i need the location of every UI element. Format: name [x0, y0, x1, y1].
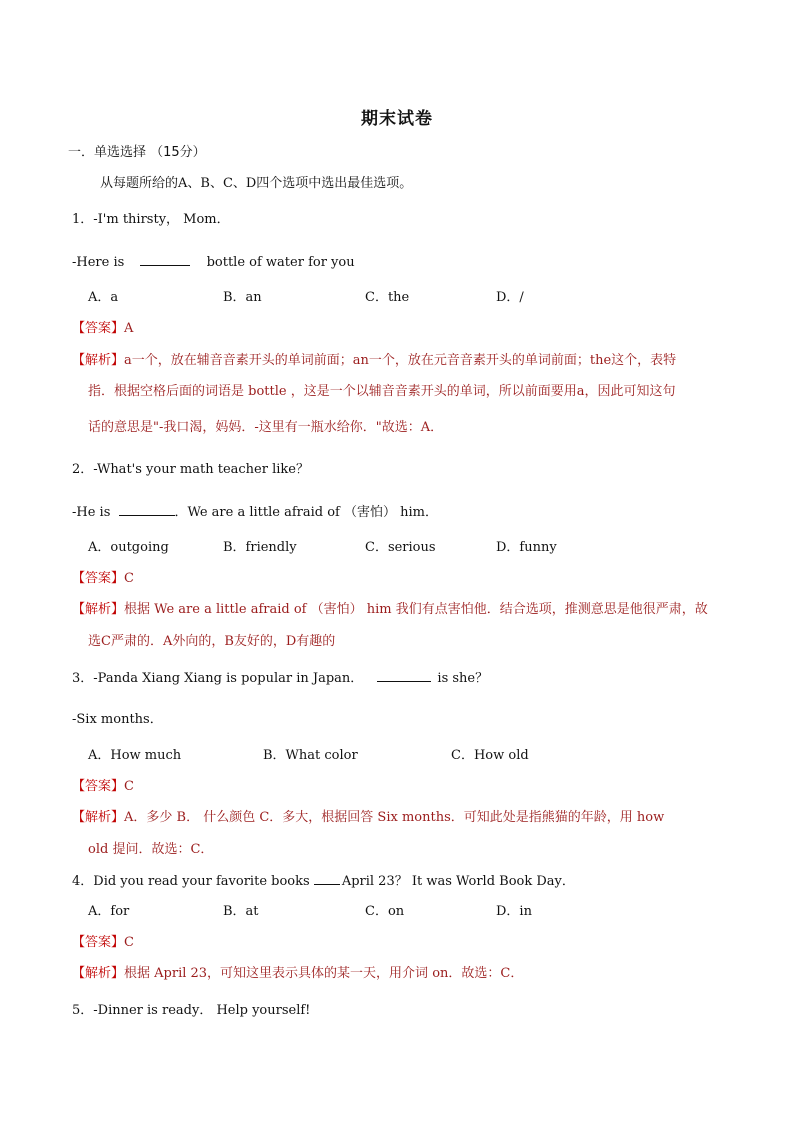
q4-option-d: D．in: [496, 904, 532, 919]
q4-answer-label: 【答案】: [72, 935, 125, 950]
q2-option-b: B．friendly: [223, 540, 297, 555]
q4-line1-pre: 4．Did you read your favorite books: [72, 874, 310, 889]
q2-answer-label: 【答案】: [72, 571, 125, 586]
q4-answer-value: C: [124, 935, 134, 950]
q3-line2: -Six months．: [72, 712, 163, 727]
q3-line1: [72, 669, 488, 688]
q3-blank: [377, 669, 431, 682]
page-title: 期末试卷: [361, 109, 433, 129]
q3-option-c: C．How old: [451, 748, 529, 763]
q2-line2: [72, 503, 438, 522]
q2-analysis-1: [72, 601, 708, 619]
q2-answer: [72, 570, 134, 588]
q1-analysis-text-1: a一个，放在辅音音素开头的单词前面；an一个，放在元音音素开头的单词前面；the这个，表特: [124, 353, 677, 368]
section-heading: 一．单选选择 （15分）: [68, 145, 206, 160]
q1-analysis-1: [72, 352, 676, 370]
q1-blank: [140, 253, 190, 266]
q2-analysis-2: 选C严肃的．A外向的，B友好的，D有趣的: [88, 634, 336, 649]
q1-line2-pre: -Here is: [72, 255, 125, 270]
q2-line2-post: ．We are a little afraid of （害怕） him．: [174, 505, 438, 520]
q2-line2-pre: -He is: [72, 505, 111, 520]
q2-analysis-label: 【解析】: [72, 602, 125, 617]
q4-analysis-label: 【解析】: [72, 966, 125, 981]
q3-line1-post: is she？: [437, 671, 489, 686]
q3-analysis-text-1: A．多少 B． 什么颜色 C．多大，根据回答 Six months．可知此处是指熊猫的年龄，用 how: [124, 810, 665, 825]
q3-analysis-label: 【解析】: [72, 810, 125, 825]
q4-analysis-text-1: 根据 April 23，可知这里表示具体的某一天，用介词 on．故选：C．: [124, 966, 524, 981]
q1-answer-value: A: [124, 321, 134, 336]
q4-option-a: A．for: [88, 904, 130, 919]
q2-option-a: A．outgoing: [88, 540, 169, 555]
q1-analysis-2: 指．根据空格后面的词语是 bottle ，这是一个以辅音音素开头的单词，所以前面要用a，因此可知这句: [88, 384, 676, 399]
q3-analysis-1: [72, 809, 664, 827]
q2-blank: [119, 503, 175, 516]
q4-analysis-1: [72, 965, 523, 983]
q1-answer: [72, 320, 133, 338]
q4-option-b: B．at: [223, 904, 259, 919]
q1-line2-post: bottle of water for you: [206, 255, 355, 270]
q1-option-d: D．/: [496, 290, 524, 305]
q1-answer-label: 【答案】: [72, 321, 125, 336]
q3-answer-label: 【答案】: [72, 779, 125, 794]
q1-option-c: C．the: [365, 290, 410, 305]
q2-answer-value: C: [124, 571, 134, 586]
q1-line1: 1．-I'm thirsty， Mom．: [72, 212, 230, 227]
q4-blank: [314, 872, 340, 885]
q3-option-b: B．What color: [263, 748, 358, 763]
q1-option-a: A．a: [88, 290, 119, 305]
q1-analysis-label: 【解析】: [72, 353, 125, 368]
q4-answer: [72, 934, 134, 952]
q3-option-a: A．How much: [88, 748, 182, 763]
q2-line1: 2．-What's your math teacher like？: [72, 462, 309, 477]
section-instruction: 从每题所给的A、B、C、D四个选项中选出最佳选项。: [100, 176, 413, 191]
q1-analysis-3: 话的意思是"-我口渴，妈妈．-这里有一瓶水给你．"故选：A．: [88, 420, 444, 435]
q4-line1: [72, 872, 575, 891]
q4-option-c: C．on: [365, 904, 405, 919]
q2-option-c: C．serious: [365, 540, 436, 555]
q3-analysis-2: old 提问．故选：C．: [88, 842, 214, 857]
q3-answer-value: C: [124, 779, 134, 794]
q4-line1-post: April 23？ It was World Book Day．: [341, 874, 575, 889]
q3-line1-pre: 3．-Panda Xiang Xiang is popular in Japan．: [72, 671, 364, 686]
q1-option-b: B．an: [223, 290, 262, 305]
q2-analysis-text-1: 根据 We are a little afraid of （害怕） him 我们有点害怕他．结合选项，推测意思是他很严肃，故: [124, 602, 708, 617]
q2-option-d: D．funny: [496, 540, 557, 555]
q3-answer: [72, 778, 134, 796]
q1-line2: [72, 253, 355, 272]
q5-line1: 5．-Dinner is ready． Help yourself!: [72, 1003, 311, 1018]
